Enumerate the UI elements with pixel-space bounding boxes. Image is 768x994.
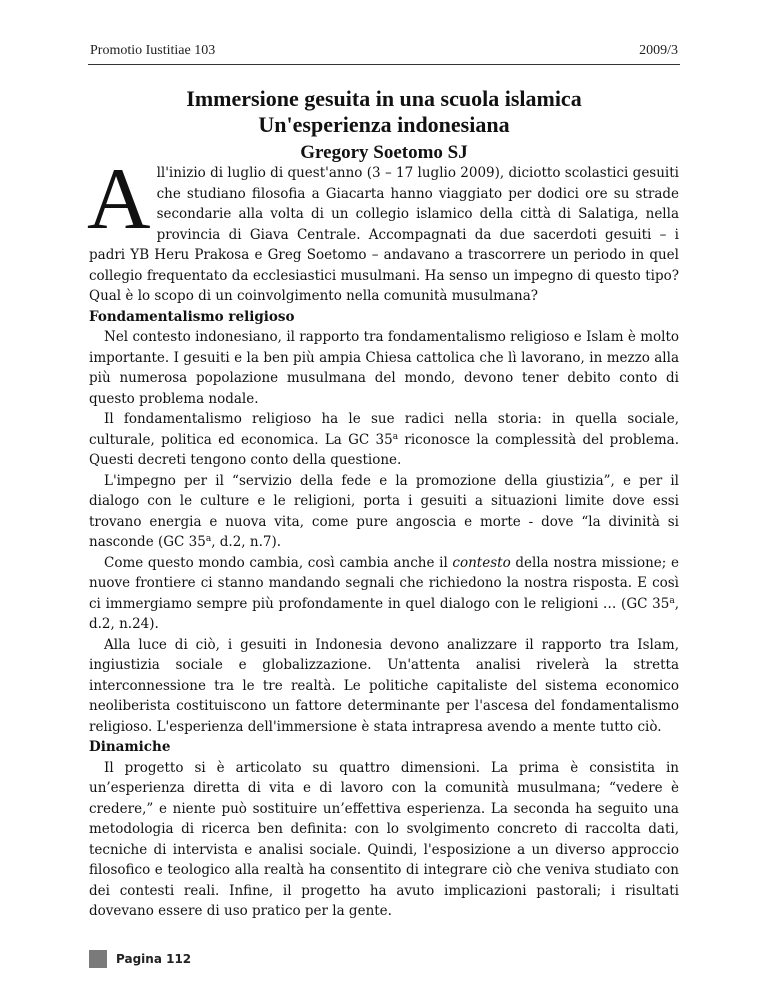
footer-marker-square <box>89 950 107 968</box>
page-number: Pagina 112 <box>116 952 192 966</box>
superscript: a <box>669 595 675 606</box>
article-title: Immersione gesuita in una scuola islamica <box>186 86 582 111</box>
paragraph: Come questo mondo cambia, così cambia anche il contesto della nostra missione; e nuove frontiere ci stanno mandando segnali che richiedono la nostra risposta. E così ci immergiamo sempre più profondamente in quel dialogo con le religioni … (GC 35$^a$, d.2, n.24). <box>89 554 679 632</box>
superscript: a <box>392 431 399 442</box>
paragraph: Nel contesto indonesiano, il rapporto tra fondamentalismo religioso e Islam è molto importante. I gesuiti e la ben più ampia Chiesa cattolica che lì lavorano, in mezzo alla più numerosa popolazione musulmana del mondo, devono tener debito conto di questo problema nodale. <box>89 329 679 407</box>
section-heading-fundamentalism: Fondamentalismo religioso <box>89 308 295 325</box>
journal-name: Promotio Iustitiae 103 <box>90 43 216 58</box>
drop-cap: A <box>87 151 151 248</box>
header-rule <box>88 64 680 65</box>
paragraph: L'impegno per il “servizio della fede e la promozione della giustizia”, e per il dialogo con le culture e le religioni, porta i gesuiti a situazioni limite dove essi trovano energia e nuova vita, come pure angoscia e morte - dove “la divinità si nasconde (GC 35$^a$, d.2, n.7). <box>89 472 679 550</box>
intro-text: ll'inizio di luglio di quest'anno (3 – 17 luglio 2009), diciotto scolastici gesuiti che studiano filosofia a Giacarta hanno viaggiato per dodici ore su strade secondarie alla volta di un collegio islamico della città di Salatiga, nella provincia di Giava Centrale. Accompagnati da due sacerdoti gesuiti – i padri YB Heru Prakosa e Greg Soetomo – andavano a trascorrere un periodo in quel collegio frequentato da ecclesiastici musulmani. Ha senso un impegno di questo tipo? Qual è lo scopo di un coinvolgimento nella comunità musulmana? <box>89 165 679 304</box>
paragraph: Il fondamentalismo religioso ha le sue radici nella storia: in quella sociale, culturale, politica ed economica. La GC 35$^a$ riconosce la complessità del problema. Questi decreti tengono conto della questione. <box>89 411 679 468</box>
superscript: a <box>205 534 212 544</box>
article-title-block <box>80 86 688 165</box>
paragraph: Alla luce di ciò, i gesuiti in Indonesia devono analizzare il rapporto tra Islam, ingiustizia sociale e globalizzazione. Un'attenta analisi rivelerà la stretta interconnessione tra le tre realtà. Le politiche capitaliste del sistema economico neoliberista costituiscono un fattore determinante per l'ascesa del fondamentalismo religioso. L'esperienza dell'immersione è stata intrapresa avendo a mente tutto ciò. <box>89 636 679 735</box>
issue-number: 2009/3 <box>639 43 678 58</box>
article-author: Gregory Soetomo SJ <box>300 142 468 163</box>
article-subtitle: Un'esperienza indonesiana <box>258 112 510 137</box>
section-heading-dynamics: Dinamiche <box>89 739 171 755</box>
paragraph: Il progetto si è articolato su quattro dimensioni. La prima è consistita in un’esperienza diretta di vita e di lavoro con la comunità musulmana; “vedere è credere,” e niente può sostituire un’effettiva esperienza. La seconda ha seguito una metodologia di ricerca ben definita: con lo svolgimento concreto di raccolta dati, tecniche di intervista e analisi sociale. Quindi, l'esposizione a un diverso approccio filosofico e teologico alla realtà ha consentito di integrare ciò che veniva studiato con dei contesti reali. Infine, il progetto ha avuto implicazioni pastorali; i risultati dovevano essere di uso pratico per la gente. <box>89 759 679 919</box>
italic-word: contesto <box>452 554 511 571</box>
running-header <box>90 43 678 63</box>
